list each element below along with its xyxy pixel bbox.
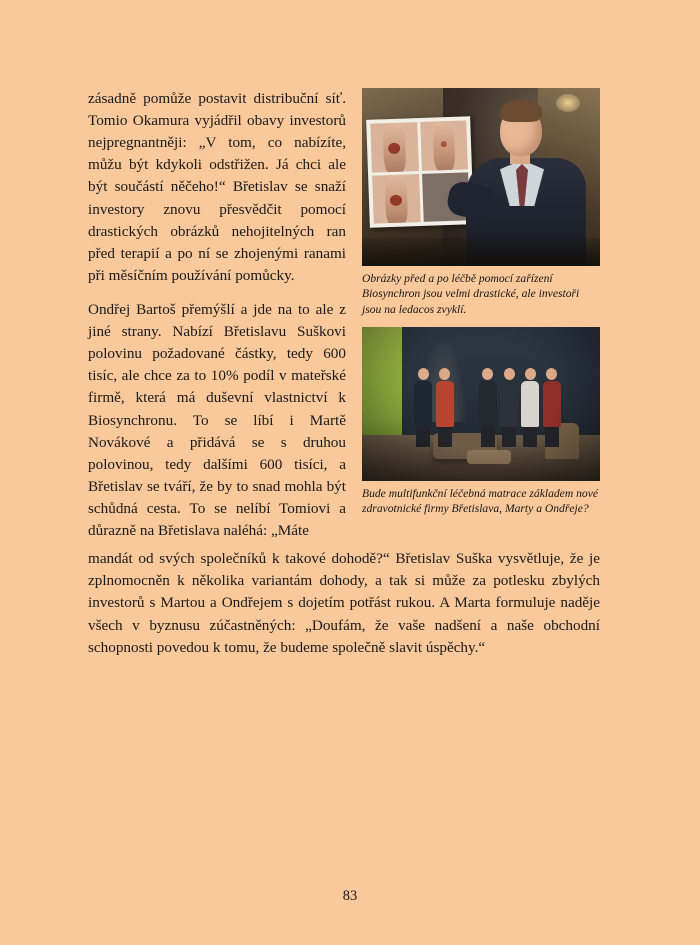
studio-investors-photo <box>362 327 600 481</box>
two-column-block <box>88 88 600 542</box>
paragraph: mandát od svých společníků k takové dohodě?“ Břetislav Suška vysvětluje, že je zplnomocněn k několika variantám dohody, a tak si může za potlesku zbylých investorů s Martou a Ondřejem s dojetím potřást rukou. A Marta formuluje naděje všech v byznusu zúčastněných: „Doufám, že vaše nadšení a naše obchodní schopnosti povedou k tomu, že budeme společně slavit úspěchy.“ <box>88 550 600 656</box>
wound-mark <box>388 143 400 154</box>
board-cell-1 <box>370 122 418 172</box>
page-content <box>88 88 600 671</box>
board-cell-3 <box>372 174 420 224</box>
page-number: 83 <box>342 888 358 904</box>
photo-vignette <box>362 327 600 481</box>
figure-caption: Bude multifunkční léčebná matrace základem nové zdravotnické firmy Břetislava, Marty a Ondřeje? <box>362 486 598 516</box>
full-width-text-block <box>88 548 600 659</box>
figure-before-after <box>362 88 600 317</box>
before-after-treatment-photo <box>362 88 600 266</box>
paragraph: zásadně pomůže postavit distribuční síť. Tomio Okamura vyjádřil obavy investorů nejpregnantněji: „V tom, co nabízíte, můžu být kdykoli odstřižen. Já chci ale být součástí něčeho!“ Břetislav se snaží investory znovu přesvědčit pomocí drastických obrázků nehojitelných ran před terapií a po ní se zhojenými ranami při měsíčním používání pomůcky. <box>88 90 346 284</box>
figure-column <box>362 88 600 526</box>
man-hair <box>500 100 542 122</box>
figure-studio <box>362 327 600 517</box>
figure-caption: Obrázky před a po léčbě pomocí zařízení Biosynchron jsou velmi drastické, ale investoři jsou na ledacos zvyklí. <box>362 272 580 316</box>
board-cell-2 <box>420 120 468 170</box>
wound-mark <box>390 194 402 205</box>
wound-mark <box>440 141 447 147</box>
photo-shadow <box>362 238 600 266</box>
paragraph: Ondřej Bartoš přemýšlí a jde na to ale z jiné strany. Nabízí Břetislavu Suškovi polovinu požadované částky, tedy 600 tisíc, ale chce za to 10% podíl v mateřské firmě, která má duševní vlastnictví k Biosynchronu. To se líbí i Martě Novákové a přidává se s druhou polovinou, tedy dalšími 600 tisíci, a Břetislav se tváří, že by to snad mohla být schůdná cesta. To se nelíbí Tomiovi a důrazně na Břetislava naléhá: „Máte <box>88 300 346 540</box>
photo-lamp-glow <box>556 94 580 112</box>
text-column <box>88 88 346 542</box>
